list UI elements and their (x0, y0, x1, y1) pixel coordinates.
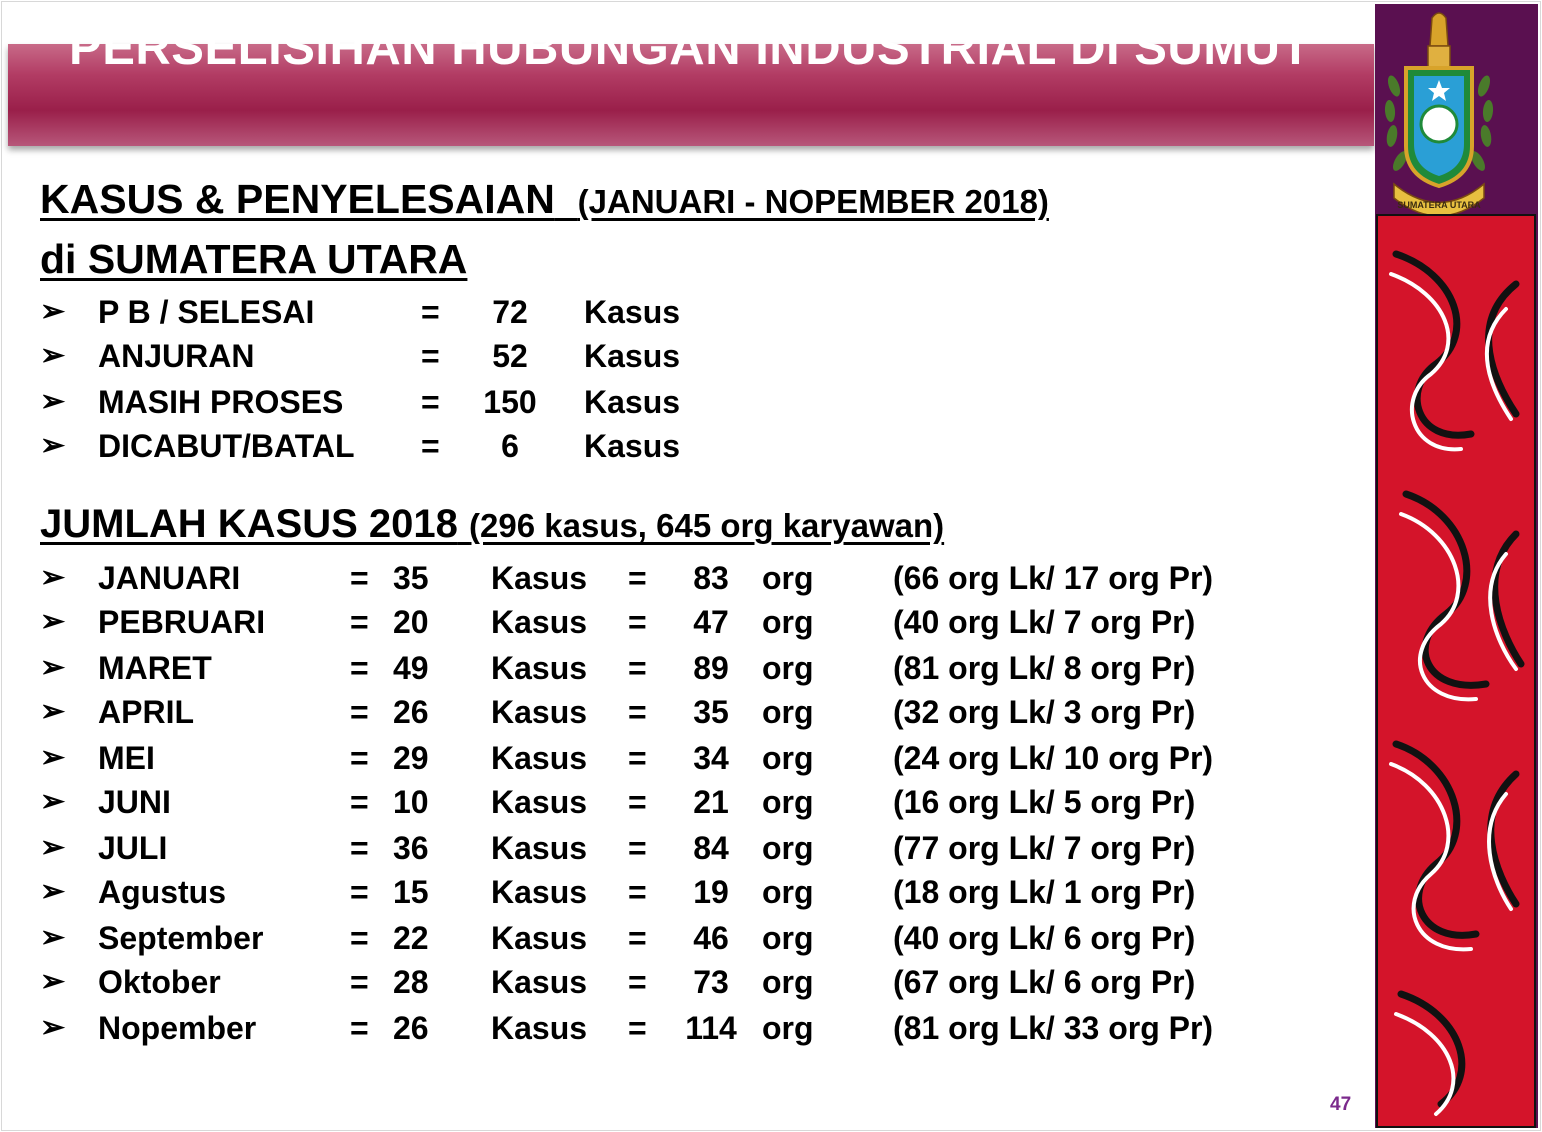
people-unit: org (762, 694, 814, 730)
summary-label: DICABUT/BATAL (98, 428, 355, 464)
people-unit: org (762, 1010, 814, 1046)
gender-breakdown: (40 org Lk/ 7 org Pr) (893, 604, 1196, 640)
summary-unit: Kasus (584, 384, 681, 420)
equals-sign: = (350, 694, 369, 730)
case-unit: Kasus (491, 1010, 588, 1046)
section2-heading-detail: (296 kasus, 645 org karyawan) (469, 507, 945, 544)
month-label: JANUARI (98, 560, 241, 596)
gender-breakdown: (81 org Lk/ 8 org Pr) (893, 650, 1196, 686)
equals-sign: = (350, 560, 369, 596)
arrow-bullet-icon: ➢ (40, 605, 66, 638)
equals-sign: = (628, 874, 647, 910)
gender-breakdown: (81 org Lk/ 33 org Pr) (893, 1010, 1214, 1046)
arrow-bullet-icon: ➢ (40, 1011, 66, 1044)
arrow-bullet-icon: ➢ (40, 339, 66, 372)
summary-eq: = (421, 294, 440, 330)
case-count: 29 (393, 740, 429, 776)
month-label: Oktober (98, 964, 221, 1000)
month-row (0, 964, 1360, 1008)
month-row (0, 874, 1360, 918)
summary-unit: Kasus (584, 428, 681, 464)
summary-value: 52 (492, 338, 528, 374)
people-unit: org (762, 784, 814, 820)
month-row (0, 694, 1360, 738)
case-unit: Kasus (491, 920, 588, 956)
case-unit: Kasus (491, 964, 588, 1000)
month-label: Agustus (98, 874, 226, 910)
people-count: 21 (693, 784, 729, 820)
people-unit: org (762, 964, 814, 1000)
summary-value: 6 (501, 428, 519, 464)
case-count: 35 (393, 560, 429, 596)
equals-sign: = (350, 830, 369, 866)
people-count: 83 (693, 560, 729, 596)
gender-breakdown: (32 org Lk/ 3 org Pr) (893, 694, 1196, 730)
month-row (0, 1010, 1360, 1054)
equals-sign: = (628, 560, 647, 596)
equals-sign: = (350, 650, 369, 686)
batak-ornament-icon (1376, 214, 1536, 1128)
sumatera-utara-emblem-icon (1380, 6, 1498, 226)
equals-sign: = (350, 874, 369, 910)
summary-eq: = (421, 338, 440, 374)
equals-sign: = (628, 784, 647, 820)
equals-sign: = (350, 604, 369, 640)
arrow-bullet-icon: ➢ (40, 785, 66, 818)
equals-sign: = (350, 964, 369, 1000)
case-count: 20 (393, 604, 429, 640)
arrow-bullet-icon: ➢ (40, 741, 66, 774)
equals-sign: = (628, 830, 647, 866)
case-count: 26 (393, 1010, 429, 1046)
people-count: 47 (693, 604, 729, 640)
month-label: APRIL (98, 694, 194, 730)
summary-label: ANJURAN (98, 338, 255, 374)
month-row (0, 560, 1360, 604)
equals-sign: = (628, 964, 647, 1000)
people-count: 46 (693, 920, 729, 956)
people-count: 114 (685, 1010, 737, 1046)
summary-unit: Kasus (584, 338, 681, 374)
summary-label: P B / SELESAI (98, 294, 315, 330)
month-label: JUNI (98, 784, 171, 820)
case-unit: Kasus (491, 874, 588, 910)
people-count: 19 (693, 874, 729, 910)
equals-sign: = (628, 920, 647, 956)
month-label: MARET (98, 650, 212, 686)
people-unit: org (762, 740, 814, 776)
summary-unit: Kasus (584, 294, 681, 330)
month-row (0, 920, 1360, 964)
gender-breakdown: (67 org Lk/ 6 org Pr) (893, 964, 1196, 1000)
equals-sign: = (628, 1010, 647, 1046)
month-row (0, 784, 1360, 828)
case-count: 22 (393, 920, 429, 956)
summary-eq: = (421, 384, 440, 420)
case-unit: Kasus (491, 694, 588, 730)
section1-heading (40, 176, 1049, 223)
case-count: 36 (393, 830, 429, 866)
equals-sign: = (350, 784, 369, 820)
arrow-bullet-icon: ➢ (40, 695, 66, 728)
month-label: JULI (98, 830, 168, 866)
page-number: 47 (1330, 1094, 1352, 1115)
people-count: 89 (693, 650, 729, 686)
section1-heading-line2: di SUMATERA UTARA (40, 236, 468, 282)
equals-sign: = (350, 1010, 369, 1046)
equals-sign: = (628, 604, 647, 640)
case-count: 49 (393, 650, 429, 686)
case-count: 15 (393, 874, 429, 910)
arrow-bullet-icon: ➢ (40, 875, 66, 908)
equals-sign: = (628, 694, 647, 730)
case-unit: Kasus (491, 740, 588, 776)
people-unit: org (762, 874, 814, 910)
people-count: 73 (693, 964, 729, 1000)
svg-text:SUMATERA UTARA: SUMATERA UTARA (1397, 200, 1481, 210)
summary-value: 150 (483, 384, 537, 420)
summary-row (0, 294, 1360, 338)
summary-eq: = (421, 428, 440, 464)
arrow-bullet-icon: ➢ (40, 295, 66, 328)
summary-row (0, 384, 1360, 428)
gender-breakdown: (16 org Lk/ 5 org Pr) (893, 784, 1196, 820)
people-count: 35 (693, 694, 729, 730)
month-label: September (98, 920, 264, 956)
arrow-bullet-icon: ➢ (40, 561, 66, 594)
section1-heading-main: KASUS & PENYELESAIAN (40, 176, 555, 222)
arrow-bullet-icon: ➢ (40, 651, 66, 684)
equals-sign: = (628, 740, 647, 776)
gender-breakdown: (24 org Lk/ 10 org Pr) (893, 740, 1214, 776)
gender-breakdown: (40 org Lk/ 6 org Pr) (893, 920, 1196, 956)
month-row (0, 740, 1360, 784)
people-count: 34 (693, 740, 729, 776)
section2-heading (40, 502, 944, 547)
gender-breakdown: (18 org Lk/ 1 org Pr) (893, 874, 1196, 910)
equals-sign: = (628, 650, 647, 686)
month-row (0, 604, 1360, 648)
case-count: 26 (393, 694, 429, 730)
gender-breakdown: (66 org Lk/ 17 org Pr) (893, 560, 1214, 596)
case-count: 10 (393, 784, 429, 820)
section1-heading-period: (JANUARI - NOPEMBER 2018) (577, 183, 1049, 220)
arrow-bullet-icon: ➢ (40, 831, 66, 864)
gender-breakdown: (77 org Lk/ 7 org Pr) (893, 830, 1196, 866)
summary-value: 72 (492, 294, 528, 330)
people-unit: org (762, 830, 814, 866)
case-unit: Kasus (491, 784, 588, 820)
equals-sign: = (350, 740, 369, 776)
month-label: PEBRUARI (98, 604, 266, 640)
summary-row (0, 428, 1360, 472)
case-unit: Kasus (491, 830, 588, 866)
month-row (0, 650, 1360, 694)
section2-heading-main: JUMLAH KASUS 2018 (40, 502, 458, 546)
page-title: PERSELISIHAN HUBUNGAN INDUSTRIAL DI SUMUT (69, 21, 1311, 75)
month-row (0, 830, 1360, 874)
case-unit: Kasus (491, 650, 588, 686)
case-unit: Kasus (491, 560, 588, 596)
equals-sign: = (350, 920, 369, 956)
people-unit: org (762, 560, 814, 596)
people-unit: org (762, 604, 814, 640)
people-count: 84 (693, 830, 729, 866)
arrow-bullet-icon: ➢ (40, 921, 66, 954)
case-unit: Kasus (491, 604, 588, 640)
summary-row (0, 338, 1360, 382)
summary-label: MASIH PROSES (98, 384, 344, 420)
people-unit: org (762, 650, 814, 686)
case-count: 28 (393, 964, 429, 1000)
month-label: MEI (98, 740, 155, 776)
month-label: Nopember (98, 1010, 257, 1046)
arrow-bullet-icon: ➢ (40, 965, 66, 998)
people-unit: org (762, 920, 814, 956)
arrow-bullet-icon: ➢ (40, 385, 66, 418)
arrow-bullet-icon: ➢ (40, 429, 66, 462)
